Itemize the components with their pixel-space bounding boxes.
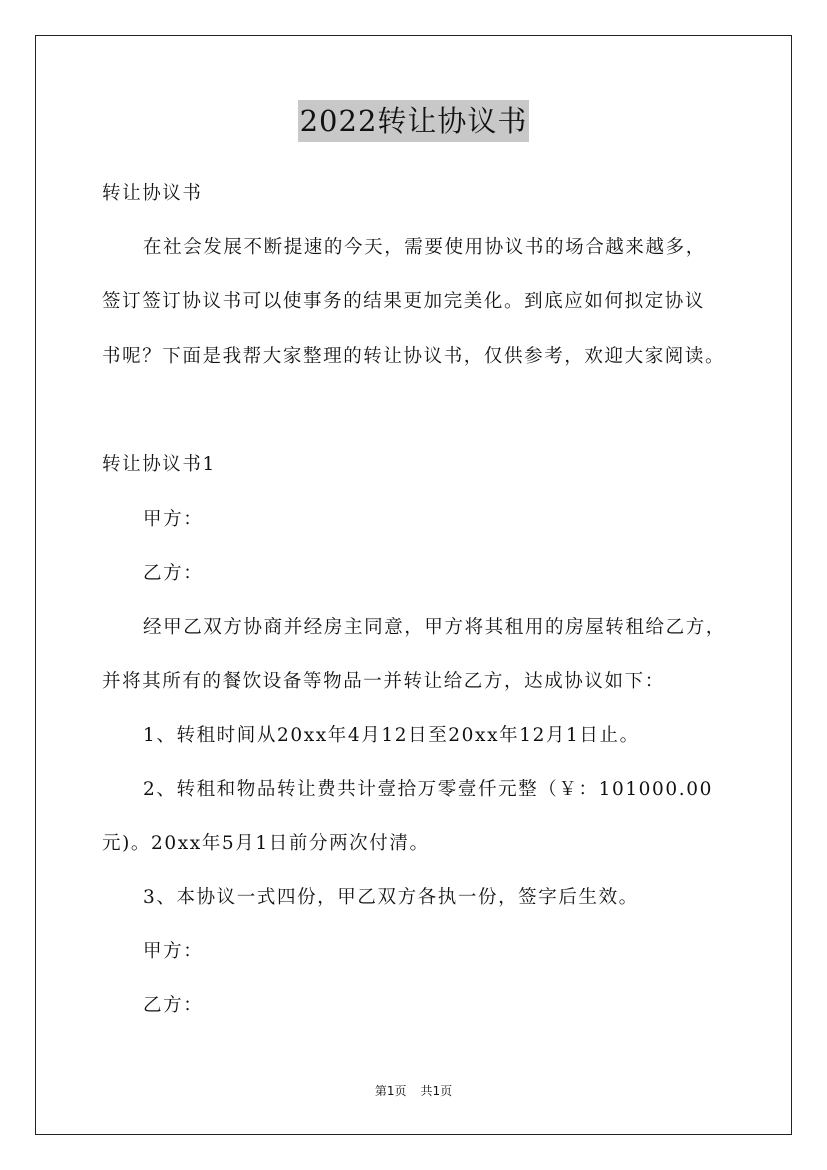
intro-paragraph-line: 书呢？下面是我帮大家整理的转让协议书，仅供参考，欢迎大家阅读。 xyxy=(102,346,726,367)
party-a-label: 甲方： xyxy=(143,509,204,530)
party-a-signature-label: 甲方： xyxy=(143,941,204,962)
agreement-heading: 转让协议书1 xyxy=(102,454,216,475)
intro-paragraph-line: 签订签订协议书可以使事务的结果更加完美化。到底应如何拟定协议 xyxy=(102,291,706,312)
document-title: 2022转让协议书 xyxy=(298,100,530,142)
page-total: 共1页 xyxy=(420,1084,453,1098)
clause-3: 3、本协议一式四份，甲乙双方各执一份，签字后生效。 xyxy=(143,887,639,908)
clause-1: 1、转租时间从20xx年4月12日至20xx年12月1日止。 xyxy=(143,725,640,746)
title-container xyxy=(0,100,827,142)
section-heading: 转让协议书 xyxy=(102,183,203,204)
clause-2: 2、转租和物品转让费共计壹拾万零壹仟元整（￥：101000.00 xyxy=(143,779,714,800)
agreement-paragraph-line: 经甲乙双方协商并经房主同意，甲方将其租用的房屋转租给乙方， xyxy=(143,617,726,638)
page-number: 第1页 xyxy=(374,1084,407,1098)
intro-paragraph-line: 在社会发展不断提速的今天，需要使用协议书的场合越来越多， xyxy=(143,237,706,258)
party-b-signature-label: 乙方： xyxy=(143,995,204,1016)
agreement-paragraph-line: 并将其所有的餐饮设备等物品一并转让给乙方，达成协议如下： xyxy=(102,671,665,692)
clause-2-continued: 元)。20xx年5月1日前分两次付清。 xyxy=(102,833,430,854)
page-footer xyxy=(0,1082,827,1100)
party-b-label: 乙方： xyxy=(143,563,204,584)
